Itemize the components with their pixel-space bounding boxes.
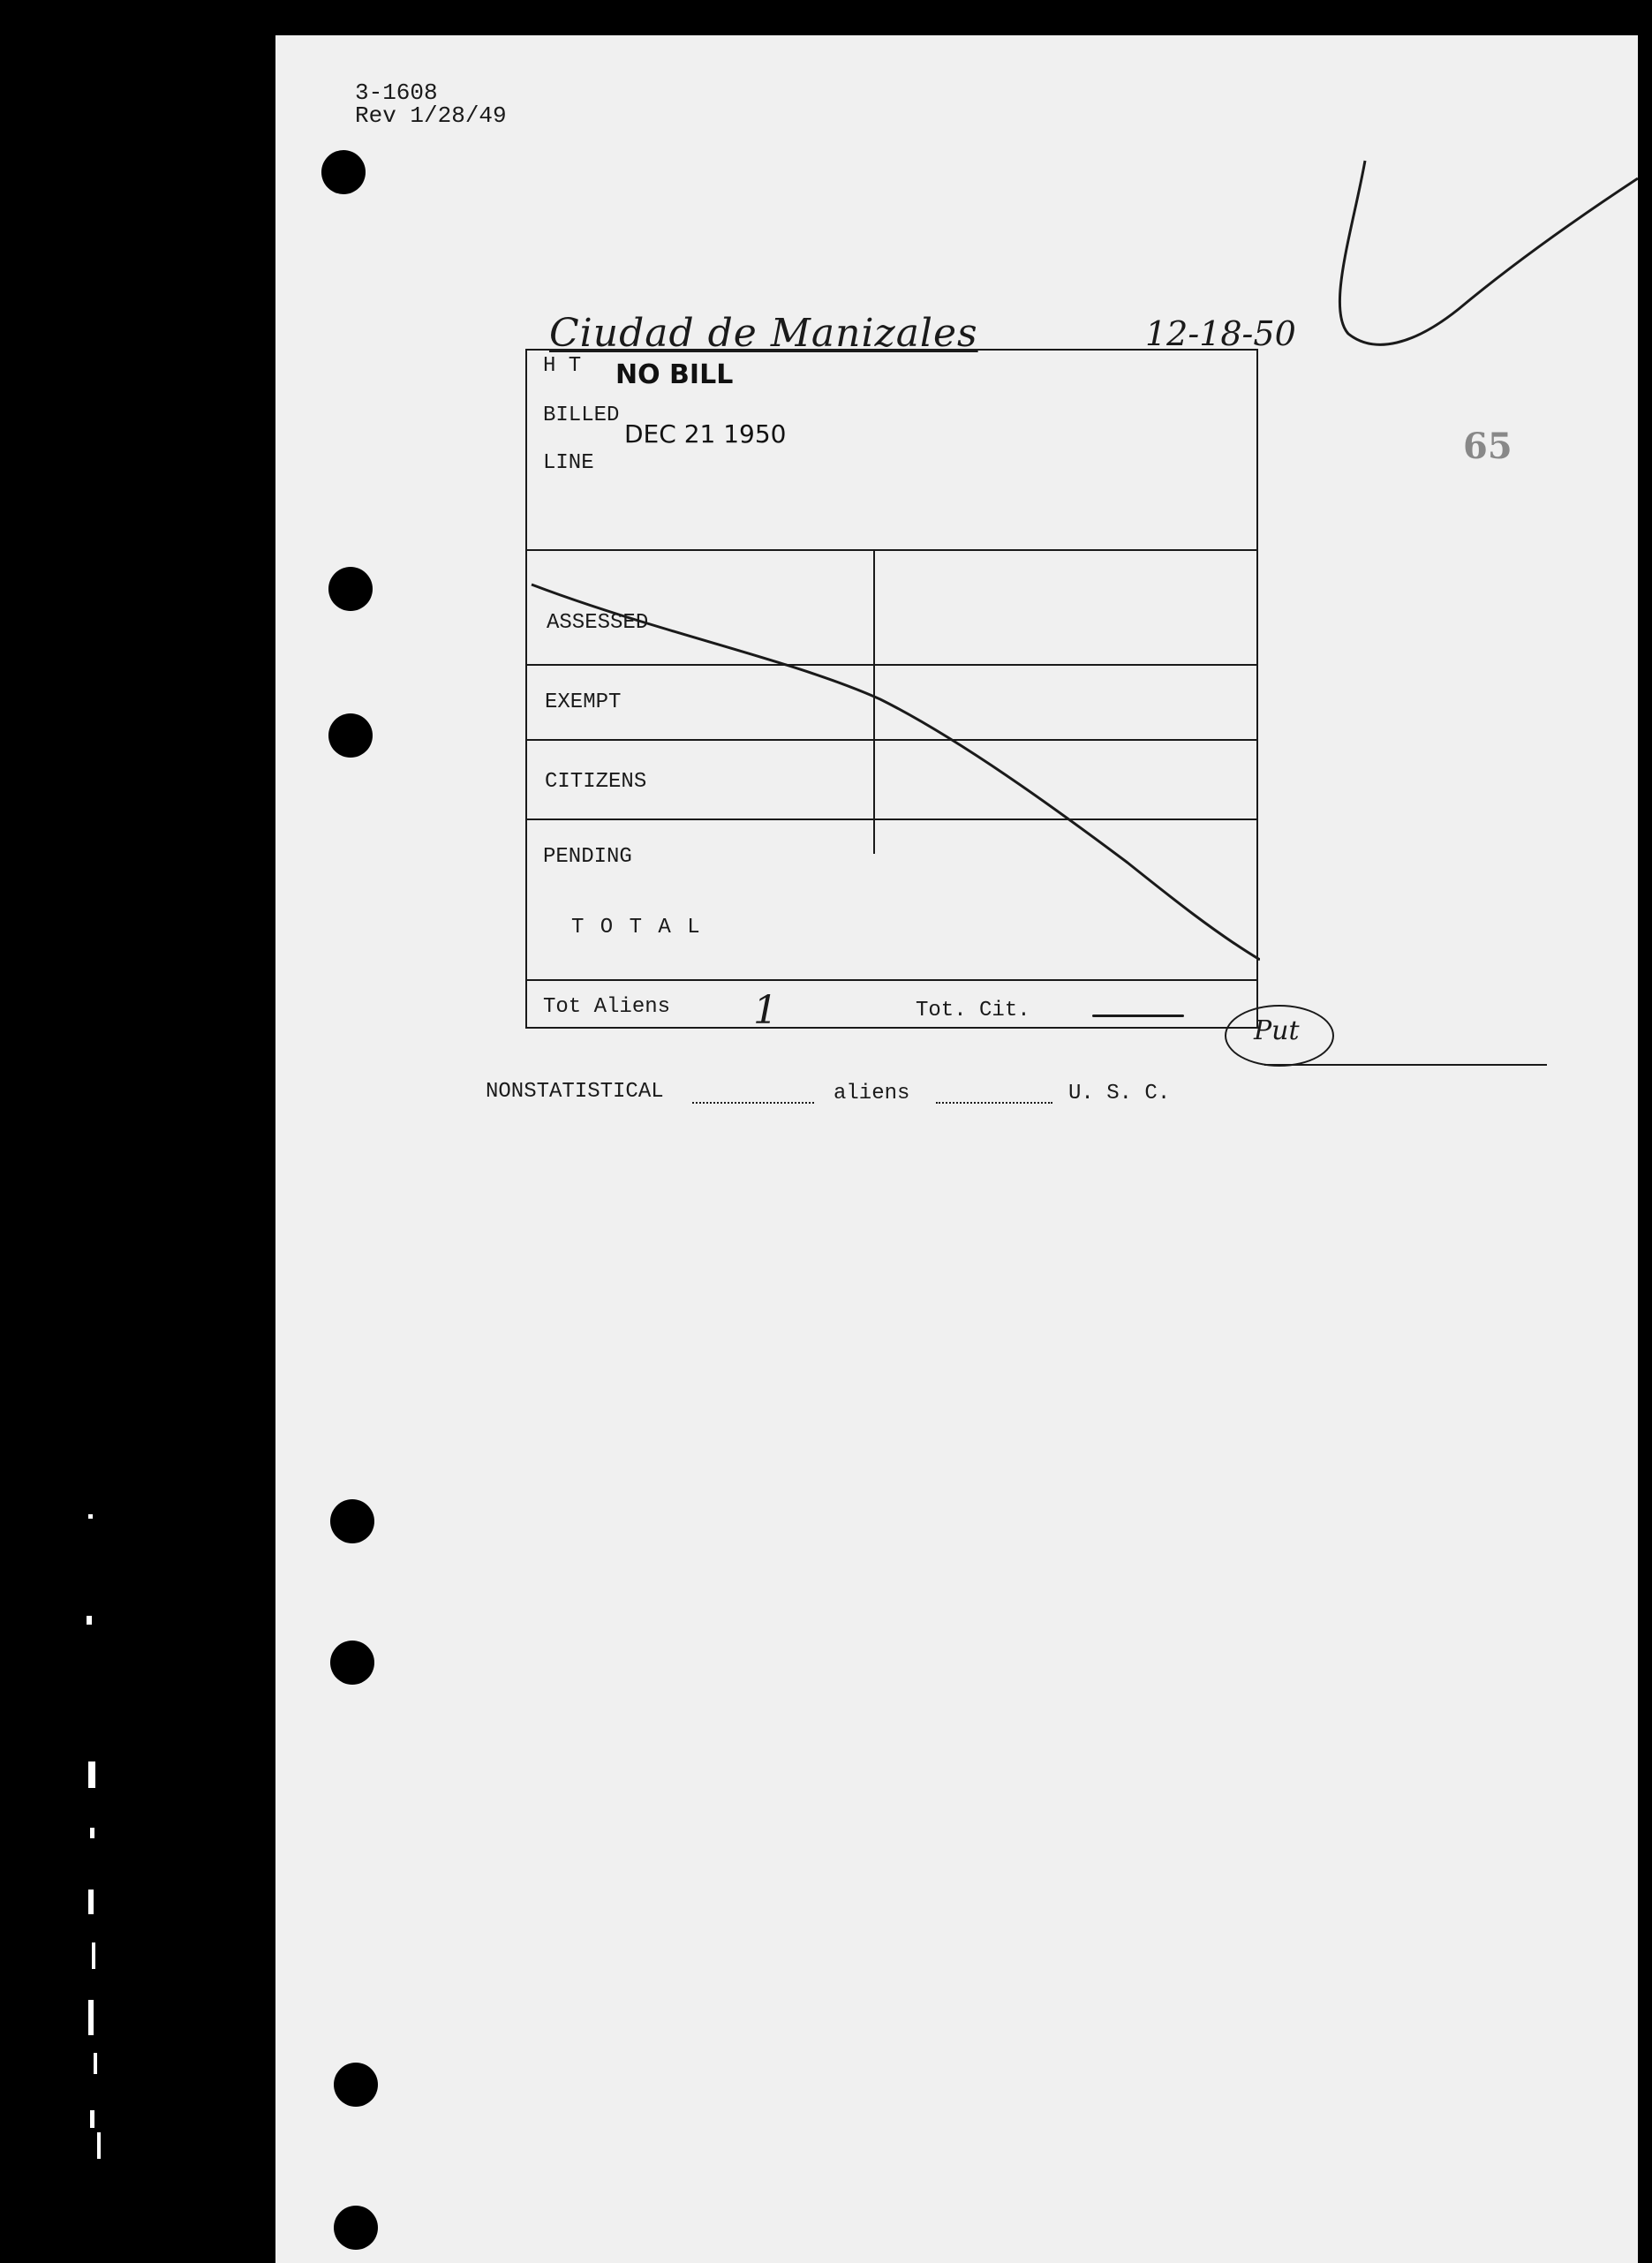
- page-number: 65: [1463, 426, 1512, 467]
- nonstatistical-label: NONSTATISTICAL: [486, 1080, 664, 1104]
- punch-hole: [328, 713, 373, 758]
- tot-aliens-value: 1: [753, 988, 778, 1033]
- punch-hole: [330, 1499, 374, 1543]
- row-label-pending: PENDING: [543, 845, 632, 869]
- strike-through-line: [527, 351, 1260, 1030]
- row-label-assessed: ASSESSED: [547, 611, 649, 635]
- blank-line: [936, 1102, 1052, 1104]
- row-label-exempt: EXEMPT: [545, 690, 622, 714]
- vessel-name-handwritten: Ciudad de Manizales: [549, 311, 978, 356]
- total-label: T O T A L: [571, 916, 702, 939]
- punch-hole: [328, 567, 373, 611]
- tally-box: [525, 349, 1258, 1033]
- punch-hole: [330, 1641, 374, 1685]
- punch-hole: [321, 150, 366, 194]
- billed-label: BILLED: [543, 404, 620, 427]
- aliens-label: aliens: [834, 1082, 910, 1105]
- row-label-citizens: CITIZENS: [545, 770, 647, 794]
- initials-underline: [1264, 1064, 1547, 1066]
- form-number: 3-1608: [355, 79, 438, 106]
- form-revision: Rev 1/28/49: [355, 102, 507, 129]
- line-label: LINE: [543, 451, 594, 475]
- billed-date-stamp: DEC 21 1950: [624, 419, 787, 449]
- date-handwritten: 12-18-50: [1145, 314, 1296, 353]
- tot-aliens-label: Tot Aliens: [543, 995, 671, 1019]
- usc-label: U. S. C.: [1068, 1082, 1171, 1105]
- blank-line: [692, 1102, 814, 1104]
- punch-hole: [334, 2206, 378, 2250]
- document-page: [275, 35, 1638, 2263]
- no-bill-stamp: NO BILL: [615, 359, 734, 390]
- check-mark-icon: [1309, 124, 1638, 388]
- tot-cit-label: Tot. Cit.: [916, 999, 1030, 1022]
- ht-label: H T: [543, 354, 582, 378]
- initials-handwritten: Put: [1254, 1015, 1300, 1046]
- punch-hole: [334, 2063, 378, 2107]
